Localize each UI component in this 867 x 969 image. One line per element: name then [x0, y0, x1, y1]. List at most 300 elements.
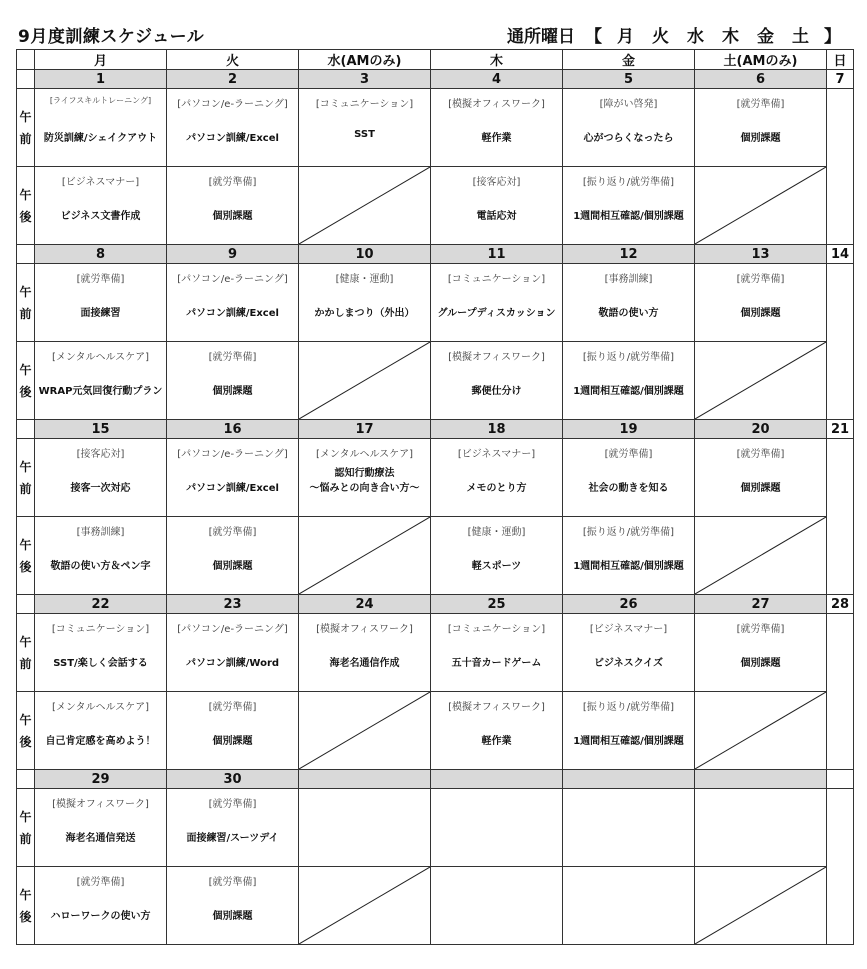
- activity-line: 電話応対: [476, 211, 517, 222]
- cell-content: [167, 342, 298, 419]
- cell-content: [695, 517, 826, 594]
- activity-line: 1週間相互確認/個別課題: [573, 736, 684, 747]
- schedule-cell: [563, 167, 695, 245]
- am-row: [17, 789, 854, 867]
- session-category: [振り返り/就労準備]: [582, 527, 675, 538]
- date-cell: 1: [35, 70, 167, 89]
- activity-line: 個別課題: [212, 211, 253, 222]
- session-activity: [299, 654, 430, 669]
- attend-day: 土: [792, 27, 809, 47]
- date-cell: 23: [167, 595, 299, 614]
- sunday-cell: [827, 789, 854, 945]
- session-activity: [167, 382, 298, 397]
- activity-line: 個別課題: [740, 133, 781, 144]
- session-activity: [167, 907, 298, 922]
- schedule-table: [16, 49, 854, 945]
- am-row: [17, 439, 854, 517]
- cell-content: [35, 342, 166, 419]
- date-cell: 22: [35, 595, 167, 614]
- session-activity: [563, 479, 694, 494]
- date-cell: 5: [563, 70, 695, 89]
- activity-line: ビジネスクイズ: [593, 658, 664, 669]
- schedule-cell: [35, 692, 167, 770]
- schedule-cell: [35, 167, 167, 245]
- weekday-header: 木: [431, 50, 563, 70]
- date-cell: 27: [695, 595, 827, 614]
- schedule-cell: [35, 789, 167, 867]
- session-category: [就労準備]: [76, 274, 125, 285]
- activity-line: 個別課題: [740, 658, 781, 669]
- am-row: [17, 614, 854, 692]
- date-cell: 6: [695, 70, 827, 89]
- weekday-header-row: [17, 50, 854, 70]
- session-activity: [35, 304, 166, 319]
- schedule-cell: [299, 89, 431, 167]
- attendance-days: [507, 22, 847, 47]
- session-activity: [431, 304, 562, 319]
- cell-content: [35, 517, 166, 594]
- schedule-cell: [563, 517, 695, 595]
- date-cell: 7: [827, 70, 854, 89]
- cell-content: [563, 167, 694, 244]
- session-activity: [431, 557, 562, 572]
- activity-line: SST: [354, 129, 375, 140]
- pm-label: [17, 342, 35, 420]
- session-activity: [431, 479, 562, 494]
- pm-row: [17, 167, 854, 245]
- session-category: [振り返り/就労準備]: [582, 177, 675, 188]
- date-row-corner: [17, 770, 35, 789]
- session-activity: [35, 479, 166, 494]
- session-category: [パソコン/e-ラーニング]: [177, 449, 288, 460]
- pm-label-char: 午: [19, 187, 32, 202]
- slash-line: [299, 692, 430, 769]
- session-activity: [35, 207, 166, 222]
- activity-line: ビジネス文書作成: [60, 211, 141, 222]
- slash-line: [695, 867, 826, 944]
- session-category: [模擬オフィスワーク]: [448, 352, 545, 363]
- session-activity: [35, 557, 166, 572]
- schedule-cell: [431, 167, 563, 245]
- am-label-char: 前: [19, 481, 32, 496]
- cell-content: [431, 167, 562, 244]
- no-session-slash: [299, 167, 430, 244]
- am-label-char: 午: [19, 459, 32, 474]
- pm-label-char: 午: [19, 362, 32, 377]
- schedule-cell: [431, 692, 563, 770]
- session-category: [コミュニケーション]: [315, 99, 414, 110]
- weekday-header: 月: [35, 50, 167, 70]
- schedule-cell: [35, 517, 167, 595]
- activity-line: パソコン訓練/Excel: [186, 308, 279, 319]
- session-activity: [167, 829, 298, 844]
- schedule-cell: [695, 614, 827, 692]
- cell-content: [299, 867, 430, 944]
- schedule-cell: [35, 89, 167, 167]
- pm-row: [17, 342, 854, 420]
- cell-content: [167, 867, 298, 944]
- attendance-label: 通所曜日: [507, 27, 575, 47]
- session-category: [就労準備]: [208, 702, 257, 713]
- session-activity: [431, 129, 562, 144]
- activity-line: 1週間相互確認/個別課題: [573, 211, 684, 222]
- session-category: [就労準備]: [208, 799, 257, 810]
- schedule-cell: [563, 867, 695, 945]
- session-category: [振り返り/就労準備]: [582, 352, 675, 363]
- activity-line: メモのとり方: [466, 483, 527, 494]
- no-session-slash: [695, 342, 826, 419]
- session-activity: [35, 829, 166, 844]
- no-session-slash: [299, 692, 430, 769]
- session-category: [就労準備]: [736, 99, 785, 110]
- session-activity: [431, 207, 562, 222]
- session-category: [コミュニケーション]: [51, 624, 150, 635]
- date-row: [17, 595, 854, 614]
- date-cell: 18: [431, 420, 563, 439]
- session-category: [パソコン/e-ラーニング]: [177, 274, 288, 285]
- session-activity: [167, 732, 298, 747]
- no-session-slash: [695, 692, 826, 769]
- activity-line: パソコン訓練/Word: [185, 658, 280, 669]
- activity-line: 海老名通信作成: [329, 658, 400, 669]
- session-category: [就労準備]: [208, 352, 257, 363]
- schedule-cell: [695, 439, 827, 517]
- activity-line: グループディスカッション: [437, 308, 556, 319]
- schedule-cell: [167, 89, 299, 167]
- activity-line: 敬語の使い方: [598, 308, 659, 319]
- cell-content: [563, 789, 694, 866]
- schedule-cell: [35, 614, 167, 692]
- pm-row: [17, 517, 854, 595]
- cell-content: [35, 167, 166, 244]
- session-category: [模擬オフィスワーク]: [448, 99, 545, 110]
- am-label-char: 午: [19, 809, 32, 824]
- schedule-cell: [695, 692, 827, 770]
- schedule-cell: [35, 867, 167, 945]
- date-cell: 24: [299, 595, 431, 614]
- date-cell: [431, 770, 563, 789]
- session-activity: [431, 382, 562, 397]
- session-activity: [35, 732, 166, 747]
- schedule-cell: [695, 264, 827, 342]
- activity-line: 海老名通信発送: [65, 833, 136, 844]
- session-category: [就労準備]: [736, 624, 785, 635]
- activity-line: SST/楽しく会話する: [53, 658, 148, 669]
- attend-day: 水: [687, 27, 704, 47]
- cell-content: [35, 264, 166, 341]
- activity-line: 個別課題: [212, 911, 253, 922]
- no-session-slash: [299, 517, 430, 594]
- schedule-cell: [299, 167, 431, 245]
- am-label: [17, 89, 35, 167]
- cell-content: [299, 614, 430, 691]
- session-activity: [35, 129, 166, 144]
- schedule-cell: [299, 439, 431, 517]
- sunday-cell: [827, 89, 854, 245]
- no-session-slash: [695, 867, 826, 944]
- slash-line: [695, 342, 826, 419]
- slash-line: [299, 867, 430, 944]
- date-cell: 19: [563, 420, 695, 439]
- pm-label: [17, 692, 35, 770]
- session-category: [障がい啓発]: [599, 99, 658, 110]
- schedule-cell: [563, 439, 695, 517]
- schedule-cell: [431, 342, 563, 420]
- schedule-cell: [167, 517, 299, 595]
- cell-content: [431, 439, 562, 516]
- date-cell: 10: [299, 245, 431, 264]
- schedule-cell: [563, 614, 695, 692]
- cell-content: [299, 439, 430, 516]
- schedule-cell: [431, 89, 563, 167]
- activity-line: 個別課題: [212, 736, 253, 747]
- cell-content: [35, 439, 166, 516]
- schedule-cell: [299, 867, 431, 945]
- am-label-char: 前: [19, 831, 32, 846]
- activity-line: パソコン訓練/Excel: [186, 133, 279, 144]
- am-label-char: 前: [19, 131, 32, 146]
- date-cell: 26: [563, 595, 695, 614]
- date-cell: [827, 770, 854, 789]
- cell-content: [167, 439, 298, 516]
- cell-content: [695, 867, 826, 944]
- date-cell: 14: [827, 245, 854, 264]
- schedule-cell: [167, 167, 299, 245]
- session-activity: [167, 479, 298, 494]
- cell-content: [431, 789, 562, 866]
- activity-line: 個別課題: [212, 561, 253, 572]
- cell-content: [431, 614, 562, 691]
- session-activity: [299, 466, 430, 496]
- session-activity: [299, 304, 430, 319]
- session-activity: [431, 654, 562, 669]
- date-row: [17, 770, 854, 789]
- date-cell: 25: [431, 595, 563, 614]
- cell-content: [431, 867, 562, 944]
- slash-line: [299, 167, 430, 244]
- schedule-cell: [695, 342, 827, 420]
- sunday-cell: [827, 614, 854, 770]
- session-category: [ビジネスマナー]: [457, 449, 536, 460]
- session-activity: [35, 907, 166, 922]
- attend-day: 月: [617, 27, 634, 47]
- activity-line: 1週間相互確認/個別課題: [573, 386, 684, 397]
- pm-label-char: 後: [19, 384, 32, 399]
- am-label: [17, 614, 35, 692]
- schedule-cell: [695, 167, 827, 245]
- pm-label-char: 午: [19, 887, 32, 902]
- schedule-cell: [167, 342, 299, 420]
- date-cell: 12: [563, 245, 695, 264]
- session-category: [メンタルヘルスケア]: [51, 702, 150, 713]
- date-cell: [563, 770, 695, 789]
- session-activity: [167, 207, 298, 222]
- session-category: [就労準備]: [208, 877, 257, 888]
- cell-content: [695, 614, 826, 691]
- schedule-cell: [167, 439, 299, 517]
- slash-line: [299, 517, 430, 594]
- activity-line: 自己肯定感を高めよう！: [45, 736, 156, 747]
- session-activity: [563, 382, 694, 397]
- no-session-slash: [695, 517, 826, 594]
- activity-line: 郵便仕分け: [471, 386, 522, 397]
- cell-content: [563, 614, 694, 691]
- weekday-header: 火: [167, 50, 299, 70]
- date-cell: 20: [695, 420, 827, 439]
- activity-line: 1週間相互確認/個別課題: [573, 561, 684, 572]
- date-row-corner: [17, 595, 35, 614]
- schedule-cell: [563, 692, 695, 770]
- date-row: [17, 70, 854, 89]
- attend-day: 木: [722, 27, 739, 47]
- session-category: [就労準備]: [208, 527, 257, 538]
- am-label-char: 午: [19, 284, 32, 299]
- activity-line: 敬語の使い方＆ペン字: [50, 561, 151, 572]
- activity-line: ハローワークの使い方: [50, 911, 151, 922]
- session-category: [健康・運動]: [467, 527, 526, 538]
- date-row: [17, 245, 854, 264]
- date-cell: 11: [431, 245, 563, 264]
- session-category: [接客応対]: [76, 449, 125, 460]
- date-cell: 13: [695, 245, 827, 264]
- session-category: [就労準備]: [736, 274, 785, 285]
- schedule-cell: [431, 264, 563, 342]
- schedule-cell: [167, 692, 299, 770]
- am-label: [17, 789, 35, 867]
- date-cell: 2: [167, 70, 299, 89]
- am-label-char: 午: [19, 109, 32, 124]
- session-category: [就労準備]: [604, 449, 653, 460]
- session-activity: [563, 207, 694, 222]
- session-category: [接客応対]: [472, 177, 521, 188]
- schedule-cell: [695, 517, 827, 595]
- cell-content: [299, 789, 430, 866]
- weekday-header: 日: [827, 50, 854, 70]
- session-activity: [695, 129, 826, 144]
- session-category: [就労準備]: [736, 449, 785, 460]
- session-activity: [167, 557, 298, 572]
- cell-content: [695, 167, 826, 244]
- cell-content: [695, 789, 826, 866]
- cell-content: [695, 439, 826, 516]
- weekday-header: 水(AMのみ): [299, 50, 431, 70]
- activity-line: 心がつらくなったら: [583, 133, 674, 144]
- cell-content: [299, 264, 430, 341]
- sunday-cell: [827, 264, 854, 420]
- activity-line: 社会の動きを知る: [588, 483, 669, 494]
- am-label: [17, 439, 35, 517]
- schedule-cell: [299, 264, 431, 342]
- date-cell: 21: [827, 420, 854, 439]
- cell-content: [563, 439, 694, 516]
- cell-content: [431, 692, 562, 769]
- am-label-char: 前: [19, 656, 32, 671]
- attend-day: 金: [757, 27, 774, 47]
- session-category: [就労準備]: [76, 877, 125, 888]
- cell-content: [167, 789, 298, 866]
- schedule-cell: [299, 692, 431, 770]
- schedule-cell: [695, 89, 827, 167]
- activity-line: 軽スポーツ: [471, 561, 522, 572]
- session-category: [メンタルヘルスケア]: [51, 352, 150, 363]
- page-title: 9月度訓練スケジュール: [18, 27, 205, 47]
- schedule-cell: [563, 89, 695, 167]
- pm-label-char: 午: [19, 712, 32, 727]
- no-session-slash: [299, 342, 430, 419]
- session-activity: [167, 654, 298, 669]
- session-category: [事務訓練]: [604, 274, 653, 285]
- schedule-cell: [167, 789, 299, 867]
- session-category: [模擬オフィスワーク]: [448, 702, 545, 713]
- cell-content: [299, 692, 430, 769]
- cell-content: [563, 264, 694, 341]
- session-activity: [563, 304, 694, 319]
- session-category: [パソコン/e-ラーニング]: [177, 624, 288, 635]
- cell-content: [563, 867, 694, 944]
- cell-content: [35, 867, 166, 944]
- activity-line: 軽作業: [481, 133, 512, 144]
- date-cell: 17: [299, 420, 431, 439]
- pm-label: [17, 517, 35, 595]
- date-row: [17, 420, 854, 439]
- cell-content: [695, 692, 826, 769]
- schedule-cell: [35, 264, 167, 342]
- date-cell: 28: [827, 595, 854, 614]
- session-category: [事務訓練]: [76, 527, 125, 538]
- cell-content: [695, 342, 826, 419]
- session-category: [振り返り/就労準備]: [582, 702, 675, 713]
- cell-content: [431, 342, 562, 419]
- cell-content: [431, 517, 562, 594]
- cell-content: [167, 89, 298, 166]
- session-category: [ライフスキルトレーニング]: [49, 96, 152, 105]
- schedule-cell: [431, 789, 563, 867]
- date-cell: 15: [35, 420, 167, 439]
- session-activity: [563, 732, 694, 747]
- sunday-cell: [827, 439, 854, 595]
- activity-line: 面接練習/スーツデイ: [186, 833, 279, 844]
- activity-line: 接客一次対応: [70, 483, 131, 494]
- cell-content: [35, 789, 166, 866]
- date-cell: 29: [35, 770, 167, 789]
- session-category: [ビジネスマナー]: [589, 624, 668, 635]
- activity-line: WRAP元気回復行動プラン: [38, 386, 163, 397]
- activity-line: 防災訓練/シェイクアウト: [43, 133, 158, 144]
- session-category: [パソコン/e-ラーニング]: [177, 99, 288, 110]
- cell-content: [299, 517, 430, 594]
- date-cell: [695, 770, 827, 789]
- no-session-slash: [299, 867, 430, 944]
- am-label-char: 前: [19, 306, 32, 321]
- cell-content: [35, 89, 166, 166]
- session-activity: [695, 304, 826, 319]
- session-activity: [167, 129, 298, 144]
- date-cell: [299, 770, 431, 789]
- pm-row: [17, 692, 854, 770]
- cell-content: [695, 264, 826, 341]
- attendance-bracket-close: 】: [824, 27, 841, 47]
- slash-line: [299, 342, 430, 419]
- pm-label-char: 後: [19, 734, 32, 749]
- date-cell: 8: [35, 245, 167, 264]
- activity-line: 個別課題: [740, 308, 781, 319]
- session-category: [コミュニケーション]: [447, 274, 546, 285]
- session-category: [模擬オフィスワーク]: [316, 624, 413, 635]
- schedule-cell: [35, 439, 167, 517]
- date-cell: 9: [167, 245, 299, 264]
- schedule-cell: [35, 342, 167, 420]
- session-activity: [695, 654, 826, 669]
